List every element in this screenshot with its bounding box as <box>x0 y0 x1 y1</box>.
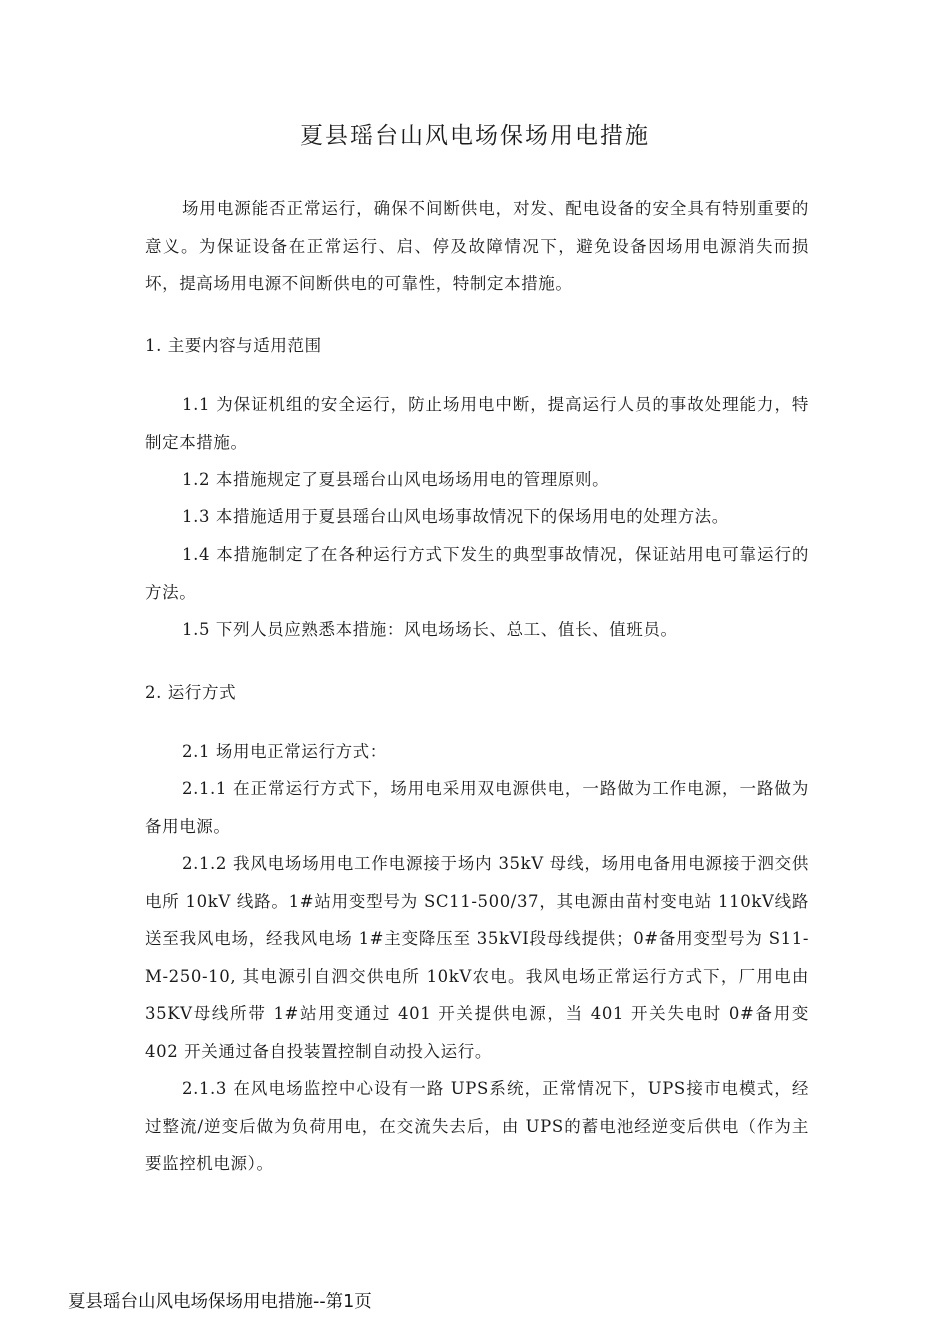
item-1-4: 1.4 本措施制定了在各种运行方式下发生的典型事故情况，保证站用电可靠运行的方法。 <box>145 545 809 602</box>
item-2-1-1: 2.1.1 在正常运行方式下，场用电采用双电源供电，一路做为工作电源，一路做为备用电源。 <box>145 779 809 836</box>
item-1-3: 1.3 本措施适用于夏县瑶台山风电场事故情况下的保场用电的处理方法。 <box>182 507 729 526</box>
item-2-1-3: 2.1.3 在风电场监控中心设有一路 UPS系统，正常情况下，UPS接市电模式，经过整流/逆变后做为负荷用电，在交流失去后，由 UPS的蓄电池经逆变后供电（作为主要监控机电源）。 <box>145 1079 809 1173</box>
item-2-1-2: 2.1.2 我风电场场用电工作电源接于场内 35kV 母线，场用电备用电源接于泗交供电所 10kV 线路。1#站用变型号为 SC11-500/37，其电源由苗村变电站 110kV线路送至我风电场，经我风电场 1#主变降压至 35kVⅠ段母线提供；0#备用变型号为 S11-M-250-10, 其电源引自泗交供电所 10kV农电。我风电场正常运行方式下，厂用电由 35KV母线所带 1#站用变通过 401 开关提供电源，当 401 开关失电时 0#备用变 402 开关通过备自投装置控制自动投入运行。 <box>145 854 809 1061</box>
document-title: 夏县瑶台山风电场保场用电措施 <box>300 123 650 149</box>
page-footer: 夏县瑶台山风电场保场用电措施--第1页 <box>68 1292 372 1312</box>
item-2-1: 2.1 场用电正常运行方式： <box>182 742 387 761</box>
item-1-5: 1.5 下列人员应熟悉本措施：风电场场长、总工、值长、值班员。 <box>182 620 678 639</box>
section-2-heading: 2. 运行方式 <box>145 683 237 702</box>
intro-paragraph: 场用电源能否正常运行，确保不间断供电，对发、配电设备的安全具有特别重要的意义。为保证设备在正常运行、启、停及故障情况下，避免设备因场用电源消失而损坏，提高场用电源不间断供电的可靠性，特制定本措施。 <box>145 199 809 293</box>
section-1-heading: 1. 主要内容与适用范围 <box>145 336 322 355</box>
item-1-1: 1.1 为保证机组的安全运行，防止场用电中断，提高运行人员的事故处理能力，特制定本措施。 <box>145 395 809 452</box>
item-1-2: 1.2 本措施规定了夏县瑶台山风电场场用电的管理原则。 <box>182 470 610 489</box>
